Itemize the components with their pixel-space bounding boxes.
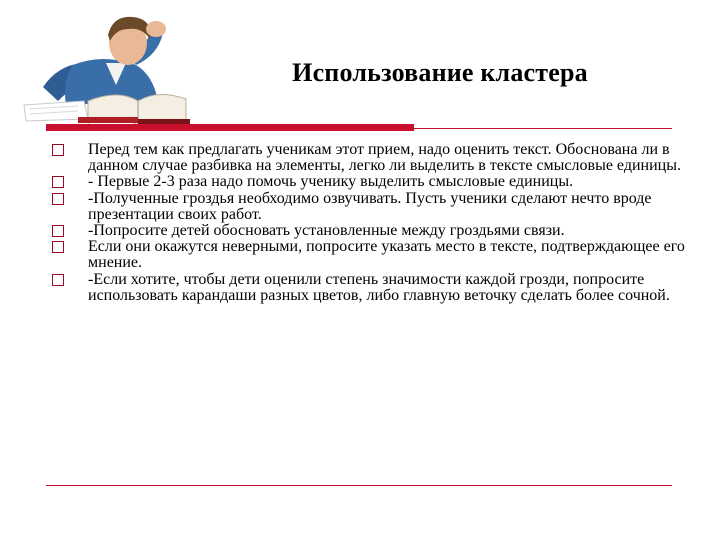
footer-divider (46, 485, 672, 486)
square-bullet-icon (52, 274, 64, 286)
list-item-text: Перед тем как предлагать ученикам этот прием, надо оценить текст. Обоснована ли в данном случае разбивка на элементы, легко ли выделить в тексте смысловые единицы. (88, 141, 681, 175)
square-bullet-icon (52, 176, 64, 188)
list-item (52, 174, 692, 190)
student-with-books-illustration (18, 5, 193, 127)
list-item (52, 223, 692, 239)
list-item-text: Если они окажутся неверными, попросите указать место в тексте, подтверждающее его мнение. (88, 238, 685, 272)
bullet-list (52, 142, 692, 304)
list-item (52, 239, 692, 271)
square-bullet-icon (52, 225, 64, 237)
list-item (52, 272, 692, 304)
list-item-text: -Если хотите, чтобы дети оценили степень значимости каждой грозди, попросите использовать карандаши разных цветов, либо главную веточку сделать более сочной. (88, 270, 670, 304)
list-item (52, 191, 692, 223)
list-item-text: -Попросите детей обосновать установленные между гроздьями связи. (88, 222, 565, 240)
title-underline (46, 128, 672, 129)
square-bullet-icon (52, 144, 64, 156)
square-bullet-icon (52, 241, 64, 253)
list-item-text: - Первые 2-3 раза надо помочь ученику выделить смысловые единицы. (88, 173, 574, 191)
square-bullet-icon (52, 193, 64, 205)
page-title: Использование кластера (292, 58, 588, 87)
list-item (52, 142, 692, 174)
list-item-text: -Полученные гроздья необходимо озвучивать. Пусть ученики сделают нечто вроде презентации своих работ. (88, 189, 652, 223)
